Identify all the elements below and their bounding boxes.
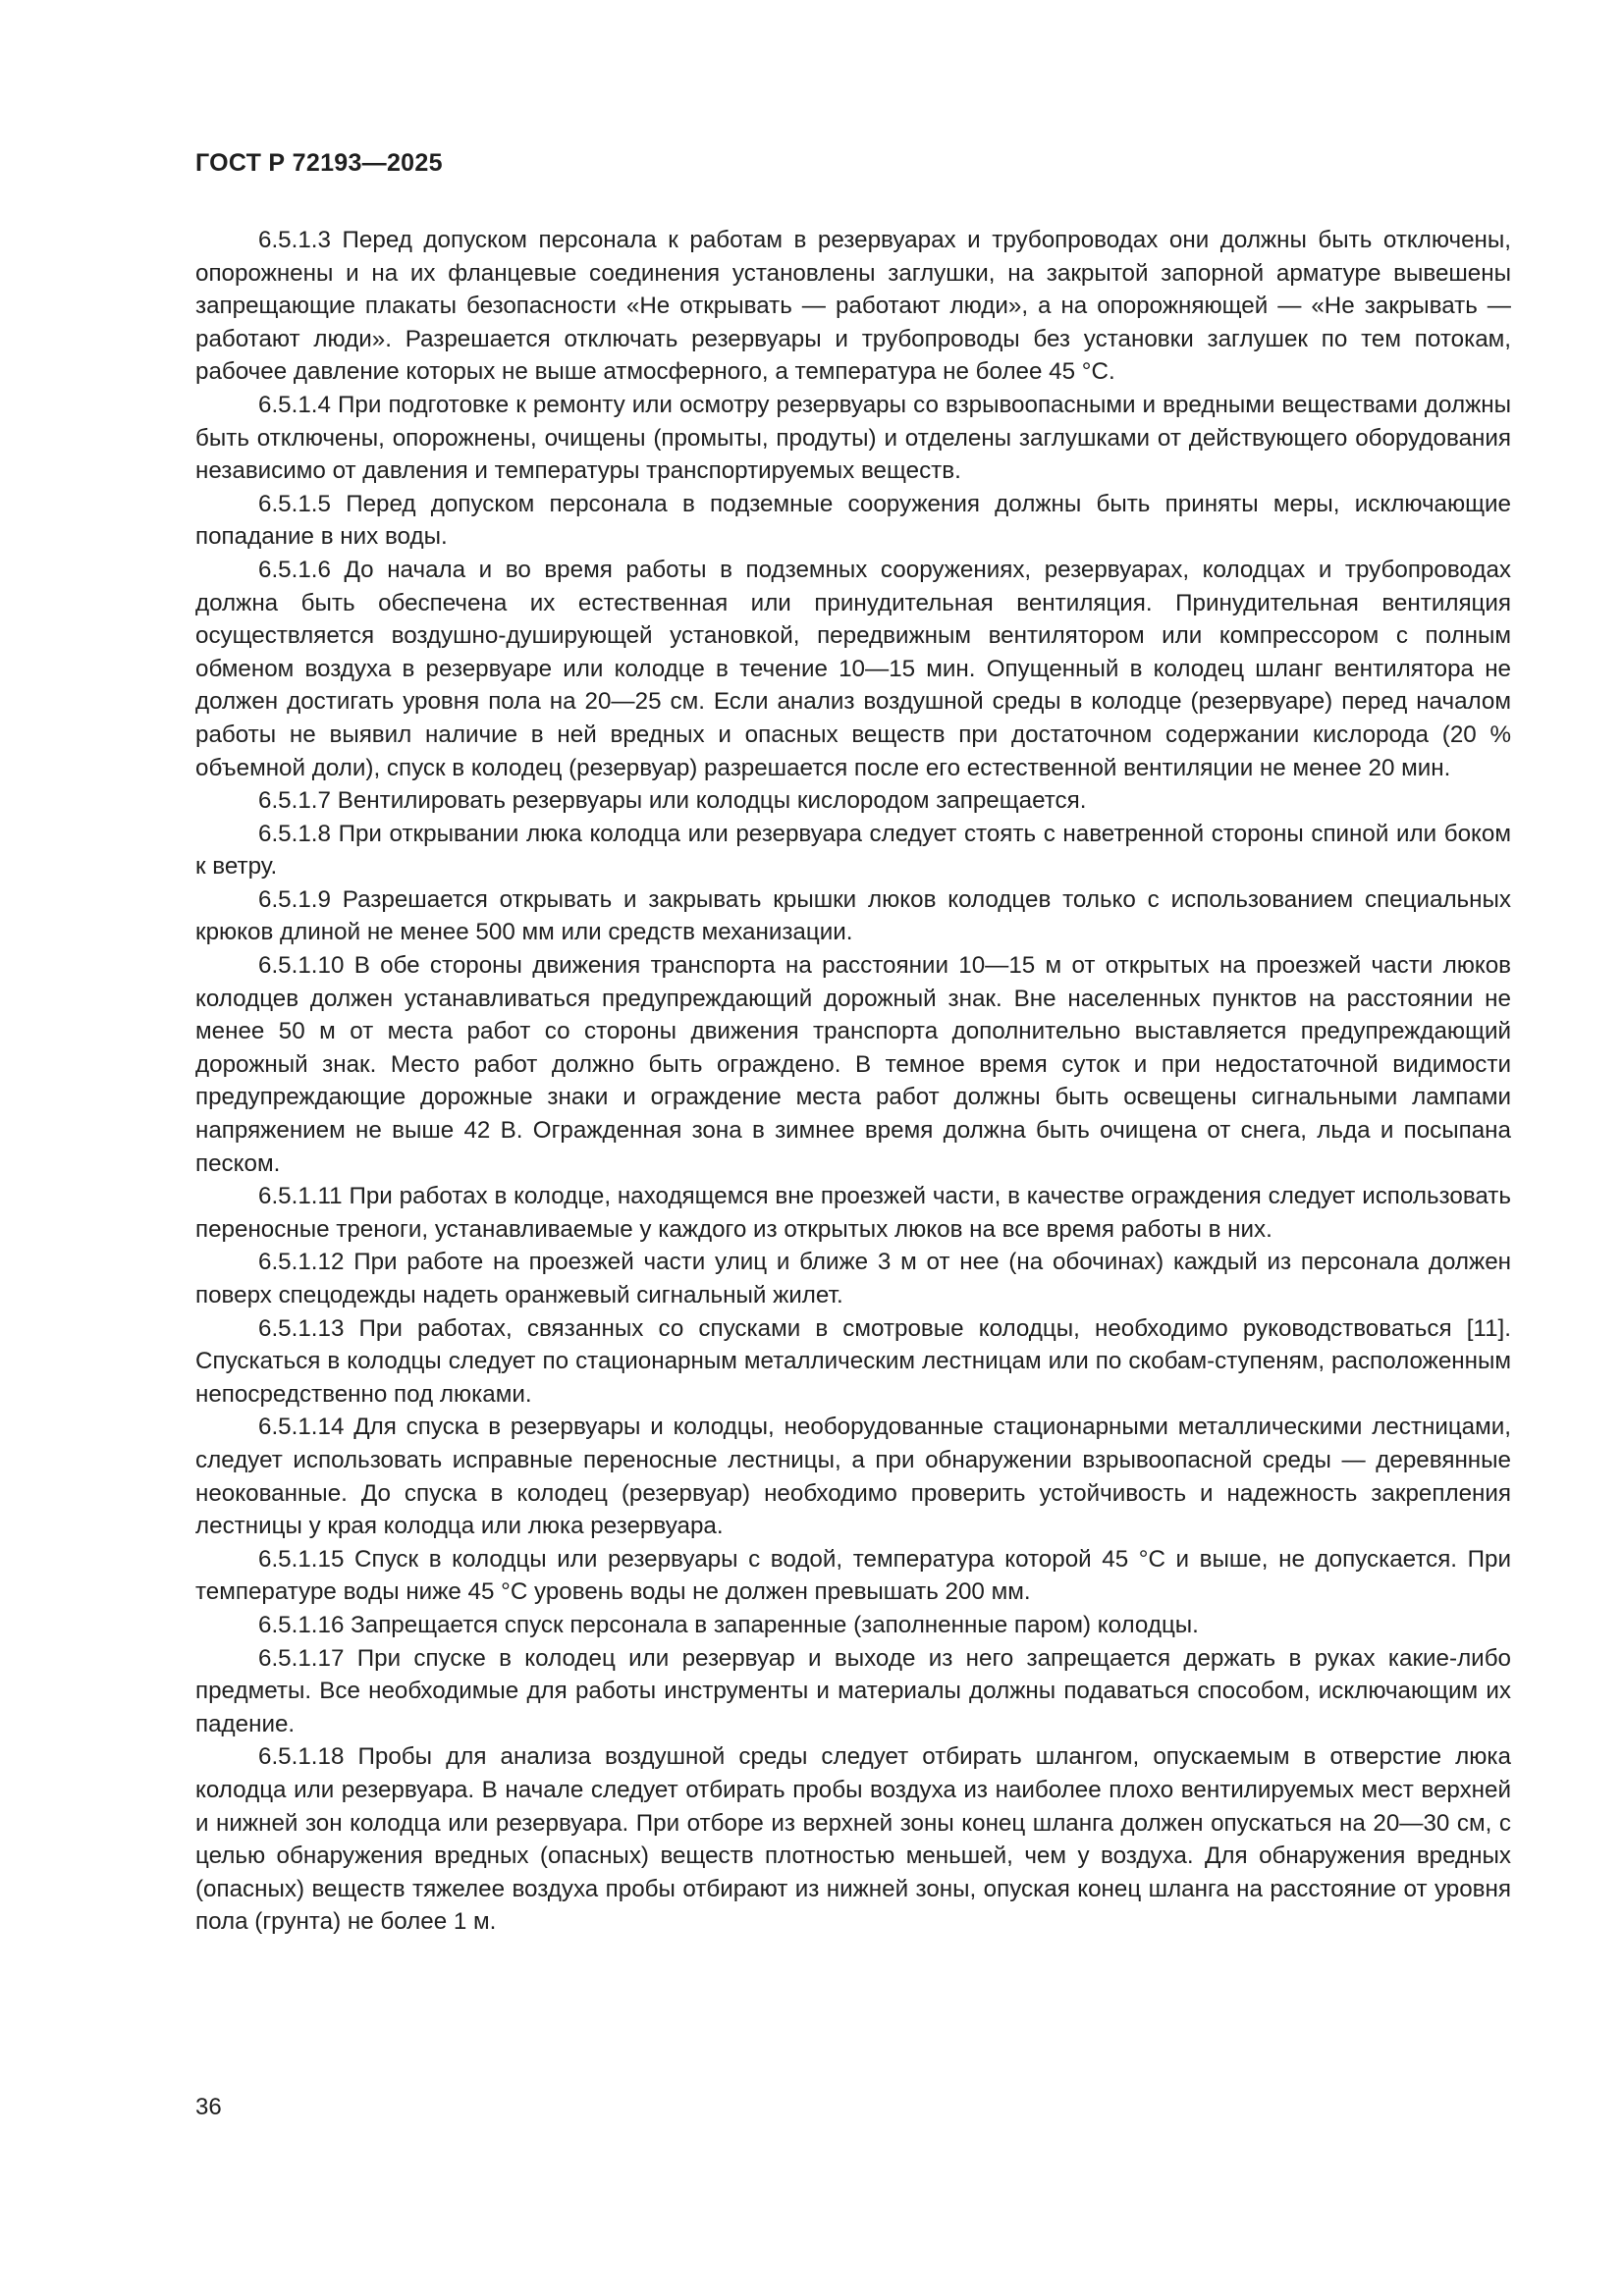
- paragraph-6-5-1-10: 6.5.1.10 В обе стороны движения транспорта на расстоянии 10—15 м от открытых на проезжей части люков колодцев должен устанавливаться предупреждающий дорожный знак. Вне населенных пунктов на расстоянии не менее 50 м от места работ со стороны движения транспорта дополнительно выставляется предупреждающий дорожный знак. Место работ должно быть ограждено. В темное время суток и при недостаточной видимости предупреждающие дорожные знаки и ограждение места работ должны быть освещены сигнальными лампами напряжением не выше 42 В. Огражденная зона в зимнее время должна быть очищена от снега, льда и посыпана песком.: [195, 952, 1511, 1177]
- paragraph-6-5-1-6: 6.5.1.6 До начала и во время работы в подземных сооружениях, резервуарах, колодцах и трубопроводах должна быть обеспечена их естественная или принудительная вентиляция. Принудительная вентиляция осуществляется воздушно-душирующей установкой, передвижным вентилятором или компрессором с полным обменом воздуха в резервуаре или колодце в течение 10—15 мин. Опущенный в колодец шланг вентилятора не должен достигать уровня пола на 20—25 см. Если анализ воздушной среды в колодце (резервуаре) перед началом работы не выявил наличие в ней вредных и опасных веществ при достаточном содержании кислорода (20 % объемной доли), спуск в колодец (резервуар) разрешается после его естественной вентиляции не менее 20 мин.: [195, 556, 1511, 781]
- paragraph-6-5-1-12: 6.5.1.12 При работе на проезжей части улиц и ближе 3 м от нее (на обочинах) каждый из персонала должен поверх спецодежды надеть оранжевый сигнальный жилет.: [195, 1249, 1511, 1308]
- paragraph-6-5-1-3: 6.5.1.3 Перед допуском персонала к работам в резервуарах и трубопроводах они должны быть отключены, опорожнены и на их фланцевые соединения установлены заглушки, на закрытой запорной арматуре вывешены запрещающие плакаты безопасности «Не открывать — работают люди», а на опорожняющей — «Не закрывать — работают люди». Разрешается отключать резервуары и трубопроводы без установки заглушек по тем потокам, рабочее давление которых не выше атмосферного, а температура не более 45 °С.: [195, 227, 1511, 386]
- page-number: 36: [195, 2094, 222, 2120]
- paragraph-6-5-1-4: 6.5.1.4 При подготовке к ремонту или осмотру резервуары со взрывоопасными и вредными веществами должны быть отключены, опорожнены, очищены (промыты, продуты) и отделены заглушками от действующего оборудования независимо от давления и температуры транспортируемых веществ.: [195, 391, 1511, 485]
- paragraph-6-5-1-15: 6.5.1.15 Спуск в колодцы или резервуары с водой, температура которой 45 °С и выше, не допускается. При температуре воды ниже 45 °С уровень воды не должен превышать 200 мм.: [195, 1545, 1511, 1606]
- paragraph-6-5-1-16: 6.5.1.16 Запрещается спуск персонала в запаренные (заполненные паром) колодцы.: [258, 1611, 1199, 1638]
- paragraph-6-5-1-18: 6.5.1.18 Пробы для анализа воздушной среды следует отбирать шлангом, опускаемым в отверстие люка колодца или резервуара. В начале следует отбирать пробы воздуха из наиболее плохо вентилируемых мест верхней и нижней зон колодца или резервуара. При отборе из верхней зоны конец шланга должен опускаться на 20—30 см, с целью обнаружения вредных (опасных) веществ плотностью меньшей, чем у воздуха. Для обнаружения вредных (опасных) веществ тяжелее воздуха пробы отбирают из нижней зоны, опуская конец шланга на расстояние от уровня пола (грунта) не более 1 м.: [195, 1743, 1511, 1936]
- paragraph-6-5-1-8: 6.5.1.8 При открывании люка колодца или резервуара следует стоять с наветренной стороны спиной или боком к ветру.: [195, 820, 1511, 881]
- paragraph-6-5-1-13: 6.5.1.13 При работах, связанных со спусками в смотровые колодцы, необходимо руководствоваться [11]. Спускаться в колодцы следует по стационарным металлическим лестницам или по скобам-ступеням, расположенным непосредственно под люками.: [195, 1314, 1511, 1408]
- paragraph-6-5-1-5: 6.5.1.5 Перед допуском персонала в подземные сооружения должны быть приняты меры, исключающие попадание в них воды.: [195, 490, 1511, 551]
- paragraph-6-5-1-11: 6.5.1.11 При работах в колодце, находящемся вне проезжей части, в качестве ограждения следует использовать переносные треноги, устанавливаемые у каждого из открытых люков на все время работы в них.: [195, 1183, 1511, 1243]
- paragraph-6-5-1-14: 6.5.1.14 Для спуска в резервуары и колодцы, необорудованные стационарными металлическими лестницами, следует использовать исправные переносные лестницы, а при обнаружении взрывоопасной среды — деревянные неокованные. До спуска в колодец (резервуар) необходимо проверить устойчивость и надежность закрепления лестницы у края колодца или люка резервуара.: [195, 1414, 1511, 1540]
- document-body: [195, 224, 1511, 1939]
- paragraph-6-5-1-17: 6.5.1.17 При спуске в колодец или резервуар и выходе из него запрещается держать в руках какие-либо предметы. Все необходимые для работы инструменты и материалы должны подаваться способом, исключающим их падение.: [195, 1644, 1511, 1737]
- document-header: ГОСТ Р 72193—2025: [195, 149, 443, 177]
- paragraph-6-5-1-7: 6.5.1.7 Вентилировать резервуары или колодцы кислородом запрещается.: [258, 787, 1087, 815]
- paragraph-6-5-1-9: 6.5.1.9 Разрешается открывать и закрывать крышки люков колодцев только с использованием специальных крюков длиной не менее 500 мм или средств механизации.: [195, 885, 1511, 946]
